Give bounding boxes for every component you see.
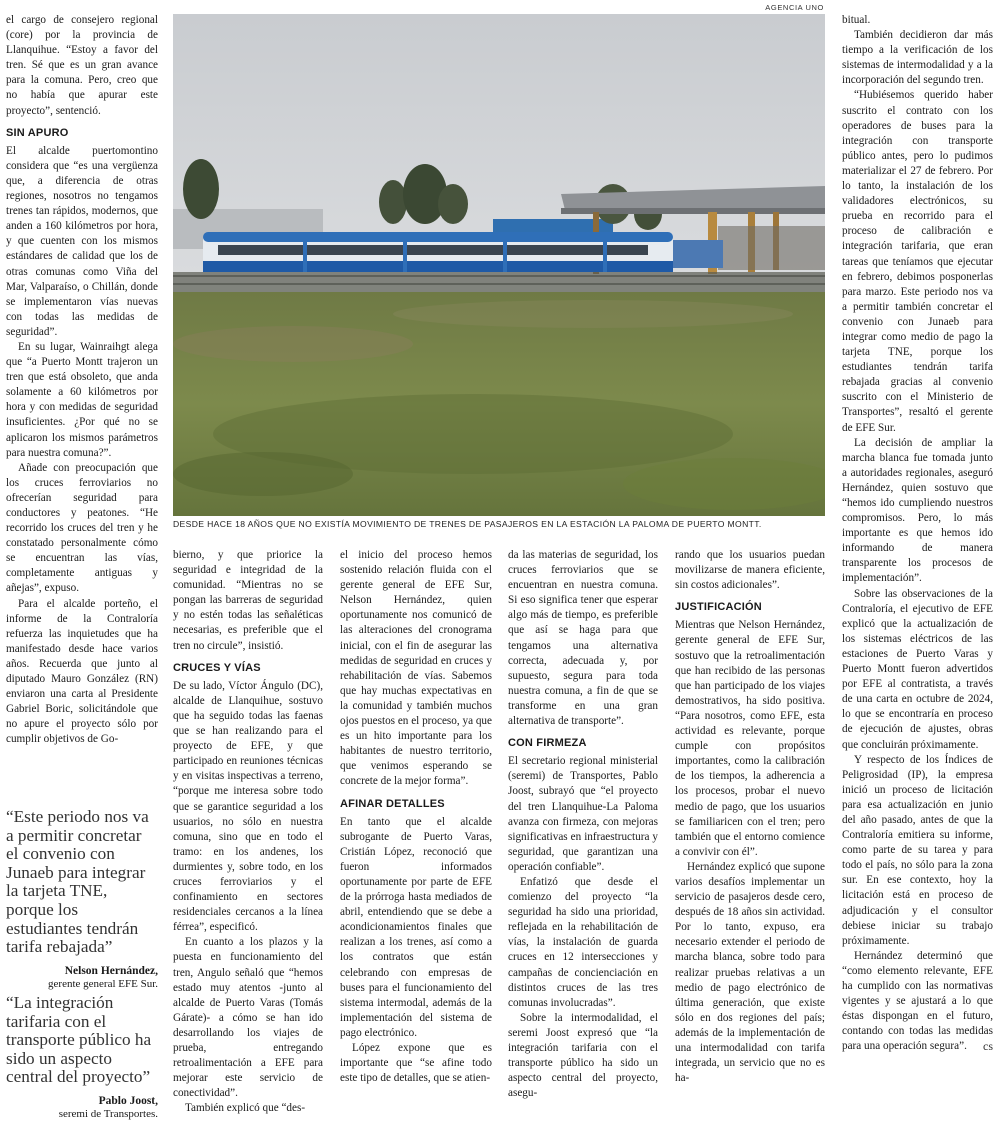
pull-quote-text: “La integración tarifaria con el transporte público ha sido un aspecto central del proyecto” [6, 993, 152, 1087]
article-paragraph: López expone que es importante que “se afine todo este tipo de detalles, que se atien- [340, 1042, 492, 1085]
article-column-6 [842, 13, 993, 1056]
pull-quote-2 [6, 994, 158, 1120]
article-paragraph: Y respecto de los Índices de Peligrosidad (IP), la empresa inició un proceso de licitación para esa actualización en junio del año pasado, antes de que la Contraloría emitiera su informe, como parte de su tarea y para todo el país, no sólo para la zona sur. En ese contexto, hoy la licitación está en proceso de adjudicación y el consultor debiese iniciar su trabajo próximamente. [842, 753, 993, 947]
article-paragraph: El alcalde puertomontino considera que “es una vergüenza que, a diferencia de otras regiones, nosotros no tengamos trenes tan rápidos, modernos, que anden a 160 kilómetros por hora, y que cuenten con los mismos estándares de calidad que los de otras comunas como Viña del Mar, Valparaíso, o Chillán, donde se implementaron vías nuevas con todas las medidas de seguridad”. [6, 144, 158, 338]
pull-quote-role: seremi de Transportes. [58, 1107, 158, 1120]
section-heading: AFINAR DETALLES [340, 797, 445, 810]
pull-quote-author: Pablo Joost, [98, 1094, 158, 1107]
article-paragraph: el inicio del proceso hemos sostenido relación fluida con el gerente general de EFE Sur, Nelson Hernández, quien oportunamente nos comunicó de las alteraciones del cronograma inicial, con el fin de asegurar las medidas de seguridad en cruces y rehabilitación de vías. Sabemos que hay muchas expectativas en la comunidad y también muchos ojos puestos en el proceso, ya que es un hito importante para los habitantes de nuestro territorio, que venimos esperando se concrete de la mejor forma”. [340, 549, 492, 788]
pull-quote-text: “Este periodo nos va a permitir concretar el convenio con Junaeb para integrar la tarjeta TNE, porque los estudiantes tendrán tarifa rebajada” [6, 807, 149, 957]
pull-quote-role: gerente general EFE Sur. [48, 977, 158, 990]
article-column-2 [173, 548, 323, 1116]
article-paragraph: Enfatizó que desde el comienzo del proyecto “la seguridad ha sido una prioridad, reflejada en la rehabilitación de vías, la instalación de guarda cruces en 12 intersecciones y campañas de concienciación en distintos cruces de las tres comunas involucradas”. [508, 875, 658, 1009]
article-column-3 [340, 548, 492, 1086]
section-heading: JUSTIFICACIÓN [675, 601, 762, 614]
article-paragraph: También explicó que “des- [185, 1102, 306, 1115]
train-photo [173, 14, 825, 516]
article-paragraph: Mientras que Nelson Hernández, gerente general de EFE Sur, sostuvo que la retroalimentación que han recibido de las personas que han participado de los viajes demostrativos, ha sido positiva. “Para nosotros, como EFE, esta actividad es relevante, porque cumple con propósitos importantes, como la calibración de los tiempos, la adherencia a los procesos, probar el nuevo medio de pago, que los usuarios se familiaricen con el tren; pero también que el entorno comience a convivir con él”. [675, 619, 825, 858]
article-paragraph: En su lugar, Wainraihgt alega que “a Puerto Montt trajeron un tren que está obsoleto, que anda solamente a 60 kilómetros por hora y con medidas de seguridad insuficientes. ¿Por qué no se aplicaron los mismos parámetros para nuestra comuna?”. [6, 340, 158, 459]
article-column-5 [675, 548, 825, 1086]
photo-caption: DESDE HACE 18 AÑOS QUE NO EXISTÍA MOVIMIENTO DE TRENES DE PASAJEROS EN LA ESTACIÓN LA PALOMA DE PUERTO MONTT. [173, 519, 762, 529]
article-paragraph: el cargo de consejero regional (core) por la provincia de Llanquihue. “Estoy a favor del tren. Sé que es un gran avance para la comuna. Pero, creo que no había que apurar este proyecto”, sentenció. [6, 14, 158, 117]
article-paragraph: Sobre la intermodalidad, el seremi Joost expresó que “la integración tarifaria con el transporte público ha sido un aspecto central del proyecto, asegu- [508, 1011, 658, 1100]
article-paragraph: Para el alcalde porteño, el informe de la Contraloría refuerza las inquietudes que ha manifestado desde hace varios años. Recuerda que junto al diputado Mauro González (RN) enviaron una carta al Presidente Gabriel Boric, solicitándole que no apure el proyecto sólo por cumplir objetivos de Go- [6, 597, 158, 746]
photo-credit: AGENCIA UNO [765, 3, 824, 12]
article-paragraph: da las materias de seguridad, los cruces ferroviarios que se encuentran en nuestra comuna. Si eso significa tener que esperar algo más de tiempo, es preferible que así se haga para que tengamos una alternativa correcta, adecuada y, por supuesto, segura para toda nuestra comuna, a fin de que se transforme en una gran alternativa de transporte”. [508, 549, 658, 728]
article-paragraph: “Hubiésemos querido haber suscrito el contrato con los operadores de buses para la integración con transporte público antes, pero lo pudimos materializar el 27 de febrero. Por lo tanto, la instalación de los validadores electrónicos, su prueba en recorrido para el proceso de calibración e integración tarifaria, que eran tareas que teníamos que ejecutar en febrero, debimos posponerlas para marzo. Este periodo nos va a permitir también concretar el convenio con Junaeb para integrar como medio de pago la tarjeta TNE, porque los estudiantes tendrán tarifa rebajada gracias al convenio suscrito con el Ministerio de Transportes”, resaltó el gerente de EFE Sur. [842, 89, 993, 434]
article-paragraph: El secretario regional ministerial (seremi) de Transportes, Pablo Joost, subrayó que “el proyecto del tren Llanquihue-La Paloma avanza con firmeza, con mejoras significativas en infraestructura y seguridad, que garantizan una operación confiable”. [508, 755, 658, 873]
section-heading: SIN APURO [6, 126, 69, 139]
section-heading: CON FIRMEZA [508, 737, 587, 750]
section-heading: CRUCES Y VÍAS [173, 661, 261, 674]
article-paragraph: La decisión de ampliar la marcha blanca fue tomada junto a autoridades regionales, aseguró Hernández, quien sostuvo que “hemos ido cumpliendo nuestros compromisos. Pero, lo más importante es que hemos ido informando de manera transparente los procesos de implementación”. [842, 436, 993, 585]
article-paragraph: Hernández explicó que supone varios desafíos implementar un servicio de pasajeros desde cero, después de 18 años sin actividad. Por lo tanto, expuso, era necesario extender el periodo de marcha blanca, sobre todo para realizar pruebas relativas a un medio de pago electrónico de última generación, que existe sólo en dos regiones del país; además de la implementación de una intermodalidad con tarifa integrada, un servicio que no es ha- [675, 860, 825, 1085]
pull-quote-author: Nelson Hernández, [64, 964, 158, 977]
article-column-1 [6, 13, 158, 748]
article-paragraph: bierno, y que priorice la seguridad e integridad de la comunidad. “Mientras no se pongan las barreras de seguridad y no estén todas las señaléticas necesarias, es preferible que el tren no circule”, insistió. [173, 549, 323, 652]
end-mark-icon: cs [983, 1039, 993, 1054]
pull-quote-1 [6, 808, 158, 990]
article-paragraph: De su lado, Víctor Ángulo (DC), alcalde de Llanquihue, sostuvo que ha seguido todas las faenas que se han realizando para el proyecto de EFE, y que participado en reuniones técnicas y en visitas inspectivas a terreno, “porque me interesa sobre todo que se garantice seguridad a los usuarios, no sólo en nuestra comuna, sino que en todo el tramo: en los andenes, los durmientes y, sobre todo, en los cruces ferroviarios y el confinamiento en sectores residenciales cercanos a la línea férrea”, especificó. [173, 679, 323, 934]
article-paragraph: En cuanto a los plazos y la puesta en funcionamiento del tren, Angulo señaló que “hemos estado muy atentos -junto al alcalde de Puerto Varas (Tomás Gárate)- a cómo se han ido desarrollando los viajes de prueba, entregando retroalimentación a EFE para mejorar este servicio de conectividad”. [173, 936, 323, 1100]
article-paragraph: bitual. [842, 14, 871, 26]
article-column-4 [508, 548, 658, 1101]
article-paragraph: En tanto que el alcalde subrogante de Puerto Varas, Cristián López, reconoció que fueron informados oportunamente por parte de EFE de la prórroga hasta mediados de abril, entendiendo que se debe a acondicionamientos finales que realizan a los trenes, así como a los contratos que están celebrando con empresas de buses para el funcionamiento del sistema intermodal, además de la implementación del sistema de pago electrónico. [340, 815, 492, 1039]
article-paragraph: También decidieron dar más tiempo a la verificación de los sistemas de intermodalidad y a la incorporación del segundo tren. [842, 29, 993, 87]
article-paragraph: Añade con preocupación que los cruces ferroviarios no ofrecerían seguridad para conductores y peatones. “He recorrido los cruces del tren y he constatado personalmente cómo se encuentran las vías, completamente antiguas y añejas”, expuso. [6, 461, 158, 595]
article-paragraph: rando que los usuarios puedan movilizarse de manera eficiente, sin costos adicionales”. [675, 549, 825, 592]
article-paragraph: Hernández determinó que “como elemento relevante, EFE ha cumplido con las normativas vigentes y se ajustará a lo que éstas dispongan en el futuro, contando con todas las medidas para una operación segura”. [842, 949, 993, 1053]
article-paragraph: Sobre las observaciones de la Contraloría, el ejecutivo de EFE explicó que la actualización de los sistemas eléctricos de las estaciones de Puerto Varas y Puerto Montt fueron advertidos por EFE al contratista, a través de una carta en octubre de 2024, lo que se encontraría en proceso de ejecución de ajustes, obras que concluirán próximamente. [842, 587, 993, 751]
